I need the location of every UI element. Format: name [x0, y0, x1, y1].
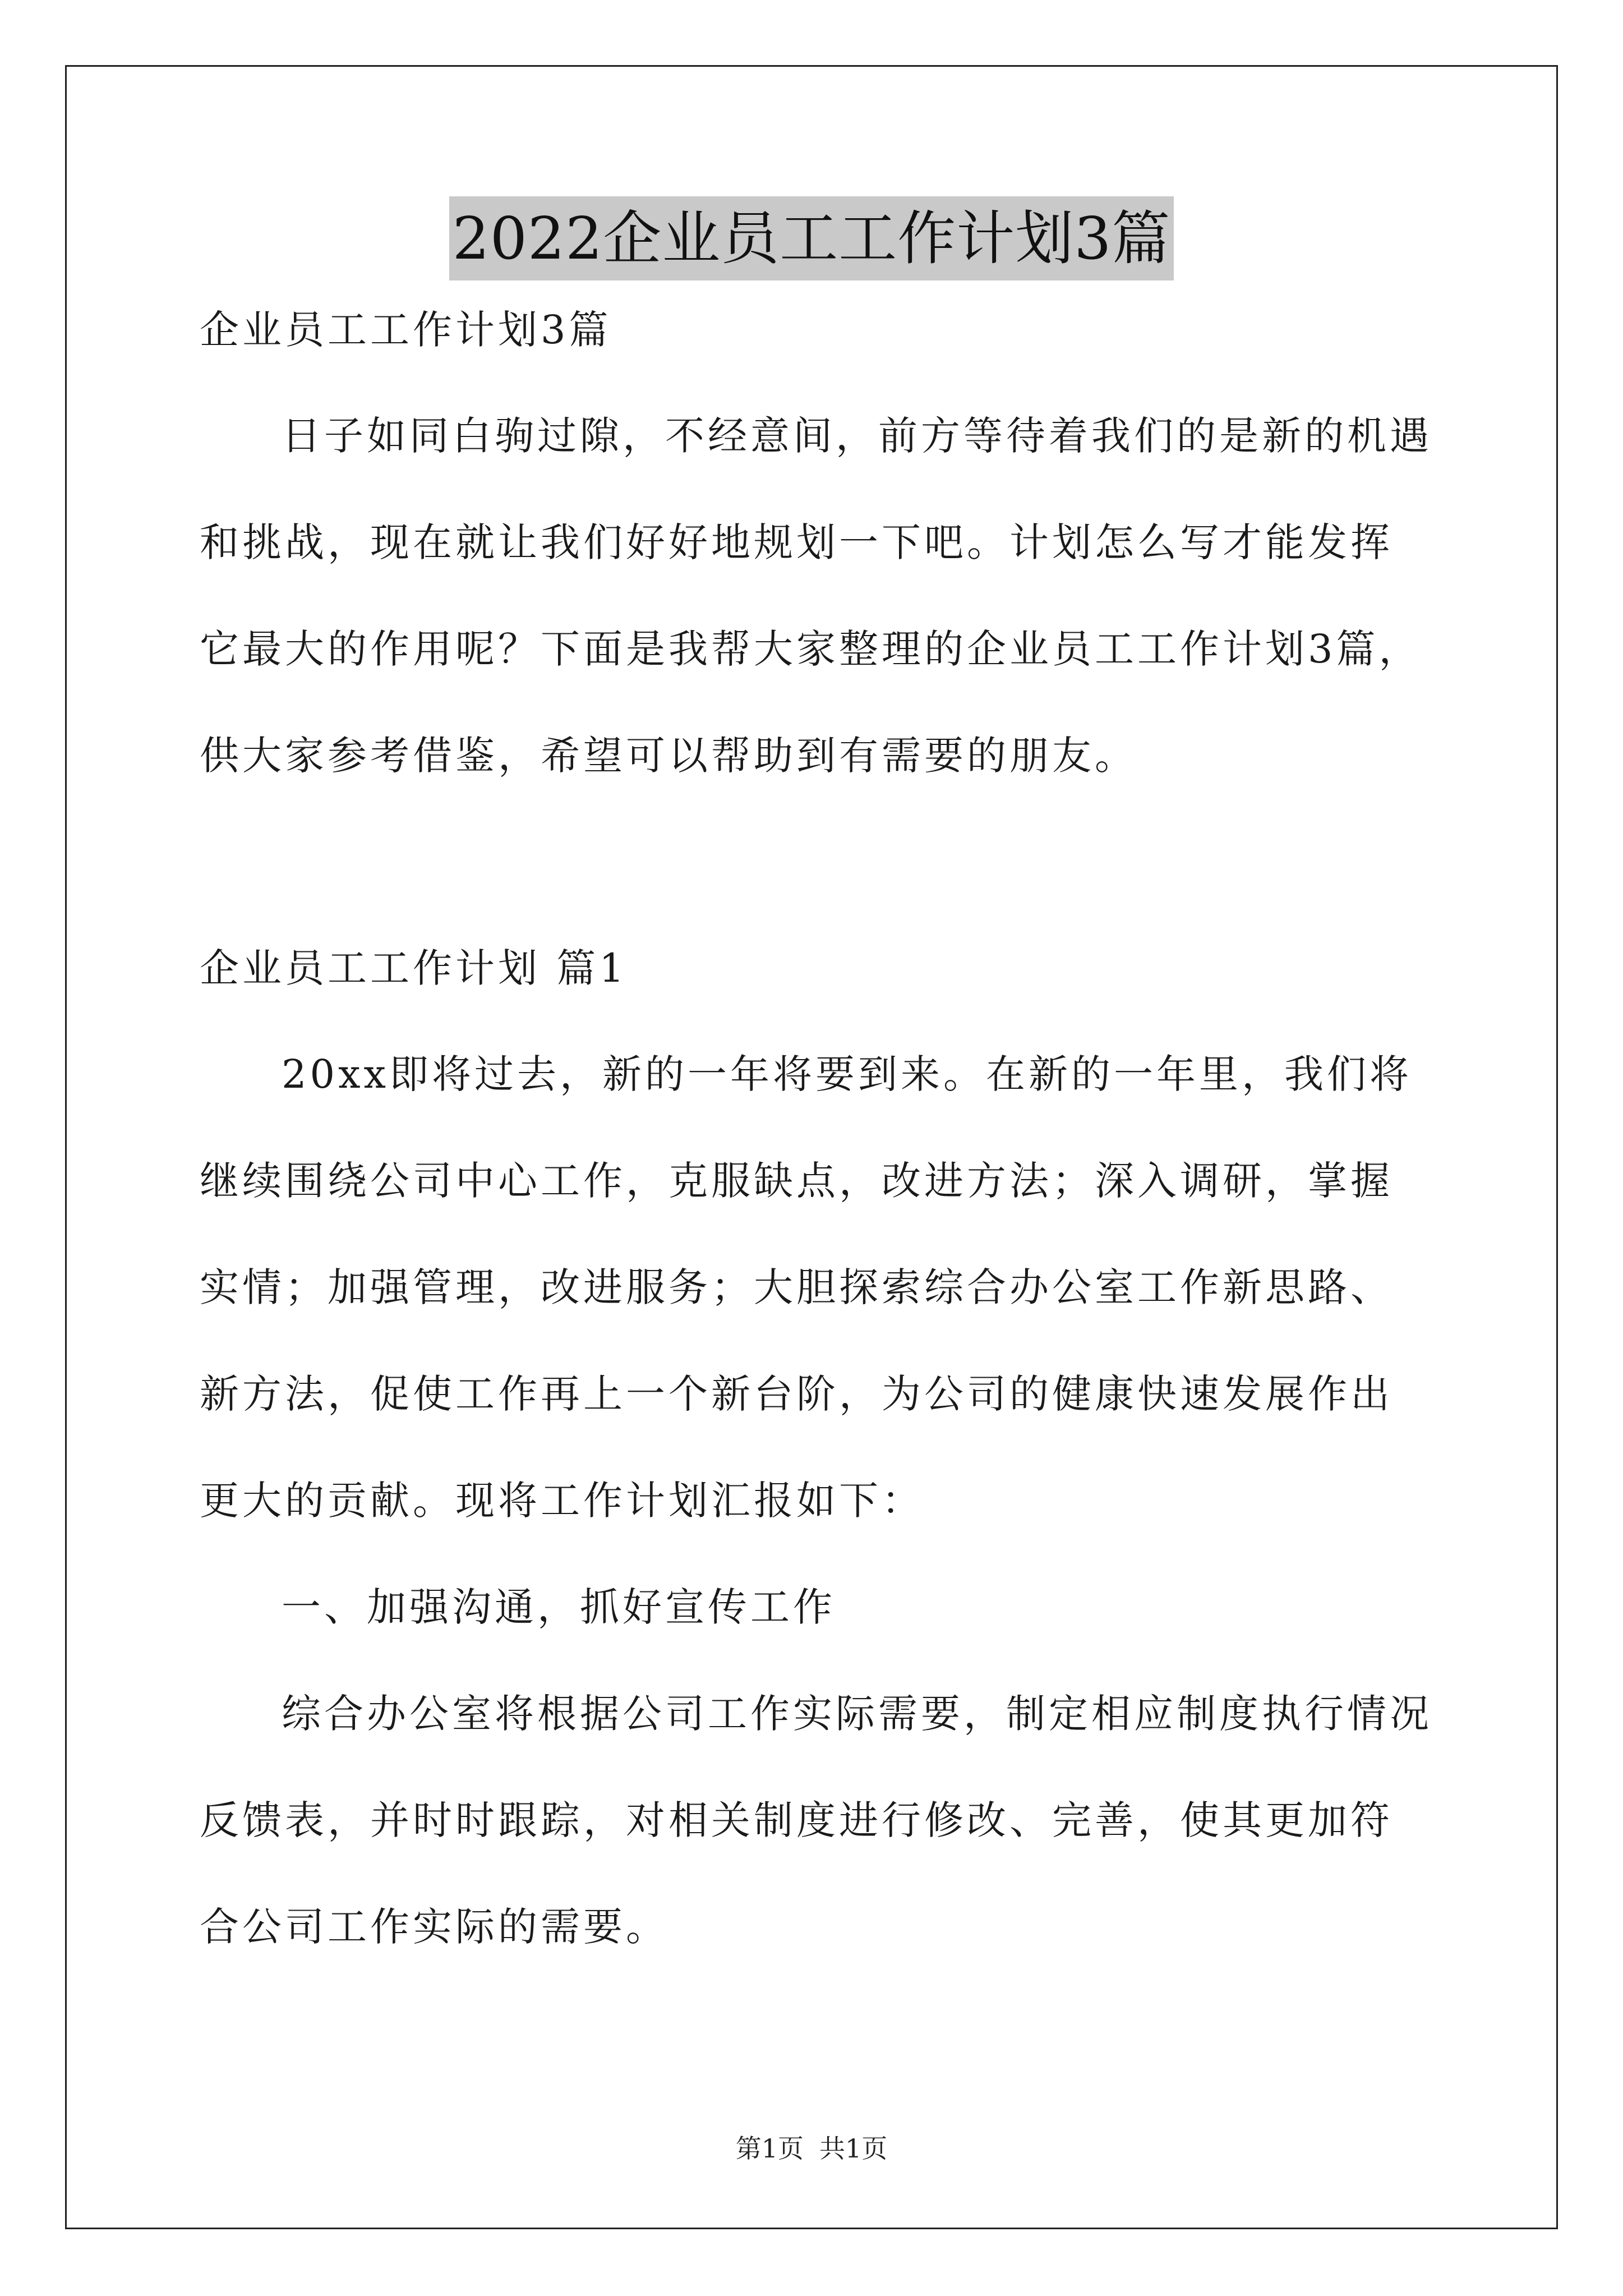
intro-paragraph: 日子如同白驹过隙，不经意间，前方等待着我们的是新的机遇和挑战，现在就让我们好好地规划一下吧。计划怎么写才能发挥它最大的作用呢？下面是我帮大家整理的企业员工工作计划3篇，供大家参考借鉴，希望可以帮助到有需要的朋友。: [200, 413, 1432, 779]
section-heading: 企业员工工作计划 篇1: [200, 945, 628, 991]
document-title: 2022企业员工工作计划3篇: [449, 196, 1174, 280]
page-total: 共1页: [819, 2133, 888, 2164]
page-number: 第1页: [735, 2133, 804, 2164]
page-footer: [0, 2132, 1623, 2165]
document-body: [200, 303, 1433, 1980]
document-subtitle: 企业员工工作计划3篇: [200, 307, 612, 353]
title-container: [0, 196, 1623, 280]
item-paragraph: 综合办公室将根据公司工作实际需要，制定相应制度执行情况反馈表，并时时跟踪，对相关制度进行修改、完善，使其更加符合公司工作实际的需要。: [200, 1691, 1432, 1950]
item-heading: 一、加强沟通，抓好宣传工作: [282, 1584, 836, 1630]
section-paragraph: 20xx即将过去，新的一年将要到来。在新的一年里，我们将继续围绕公司中心工作，克服缺点，改进方法；深入调研，掌握实情；加强管理，改进服务；大胆探索综合办公室工作新思路、新方法，促使工作再上一个新台阶，为公司的健康快速发展作出更大的贡献。现将工作计划汇报如下：: [200, 1051, 1413, 1524]
